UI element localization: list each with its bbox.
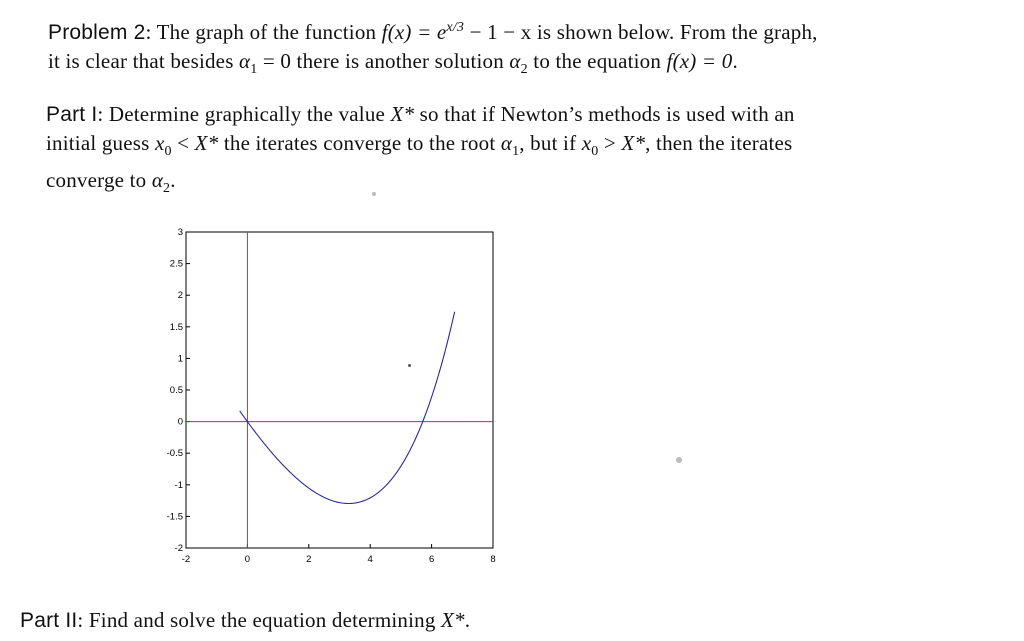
- xstar-2: X*: [194, 131, 219, 155]
- alpha1: α: [239, 49, 251, 73]
- problem-text-1: : The graph of the function: [145, 20, 382, 44]
- part-1-statement: [46, 100, 996, 203]
- problem-label: Problem 2: [48, 21, 146, 44]
- part1-text-3: initial guess: [46, 131, 155, 155]
- scan-speck: [408, 364, 411, 367]
- x0-b: x: [581, 131, 592, 155]
- part1-text-7: >: [598, 131, 622, 155]
- alpha2-b-subscript: 2: [163, 181, 171, 197]
- alpha1-b-subscript: 1: [512, 144, 520, 160]
- y-tick-label: -1: [174, 479, 183, 491]
- part2-text-1: : Find and solve the equation determining: [77, 608, 442, 632]
- part1-text-8: , then the iterates: [645, 131, 793, 155]
- alpha1-b: α: [500, 131, 513, 155]
- x-tick-label: 8: [490, 554, 496, 565]
- x0-subscript: 0: [164, 144, 172, 160]
- problem-text-5: to the equation: [527, 49, 667, 73]
- y-tick-label: 2: [177, 290, 183, 302]
- problem-2-statement: [48, 14, 998, 84]
- x0-b-subscript: 0: [591, 144, 599, 160]
- y-tick-label: 0.5: [169, 385, 183, 396]
- x-tick-label: -2: [181, 554, 191, 565]
- y-tick-label: 3: [177, 227, 183, 238]
- part2-text-2: .: [464, 608, 471, 632]
- plot-frame: [186, 232, 493, 548]
- xstar: X*: [390, 102, 415, 126]
- part1-text-9: converge to: [46, 168, 152, 193]
- function-expression: f(x) = e: [381, 20, 447, 44]
- alpha2-b: α: [151, 168, 164, 193]
- problem-text-4: = 0 there is another solution: [257, 49, 510, 73]
- function-plot: [140, 222, 510, 567]
- part1-text-6: , but if: [519, 131, 582, 155]
- x0: x: [154, 131, 165, 155]
- alpha2: α: [509, 49, 521, 73]
- equation: f(x) = 0: [666, 49, 733, 73]
- part2-label: Part II: [20, 609, 78, 632]
- y-tick-label: -2: [174, 543, 183, 554]
- part1-text-1: : Determine graphically the value: [97, 102, 391, 126]
- y-tick-label: 1: [177, 353, 183, 365]
- scan-speck: [676, 457, 682, 463]
- y-tick-label: 2.5: [169, 258, 183, 270]
- problem-text-2: − 1 − x is shown below. From the graph,: [464, 20, 818, 44]
- y-tick-label: -1.5: [166, 511, 183, 523]
- function-exponent: x/3: [446, 20, 465, 35]
- alpha1-subscript: 1: [250, 62, 258, 78]
- part1-text-4: <: [171, 131, 195, 155]
- part1-label: Part I: [46, 103, 98, 126]
- problem-text-6: .: [732, 49, 738, 73]
- y-tick-label: -0.5: [166, 448, 183, 460]
- part1-text-10: .: [170, 168, 176, 193]
- part-2-statement: [20, 606, 920, 635]
- scan-speck: [372, 192, 376, 196]
- x-tick-label: 2: [306, 554, 312, 565]
- x-tick-label: 0: [244, 554, 251, 565]
- xstar-4: X*: [441, 608, 465, 632]
- y-tick-label: 1.5: [169, 321, 183, 333]
- y-tick-label: 0: [177, 416, 183, 428]
- xstar-3: X*: [621, 131, 646, 155]
- alpha2-subscript: 2: [520, 62, 528, 78]
- problem-text-3: it is clear that besides: [48, 49, 240, 73]
- part1-text-2: so that if Newton’s methods is used with an: [414, 102, 795, 126]
- x-tick-label: 6: [428, 554, 435, 565]
- x-tick-label: 4: [367, 554, 373, 565]
- part1-text-5: the iterates converge to the root: [218, 131, 501, 155]
